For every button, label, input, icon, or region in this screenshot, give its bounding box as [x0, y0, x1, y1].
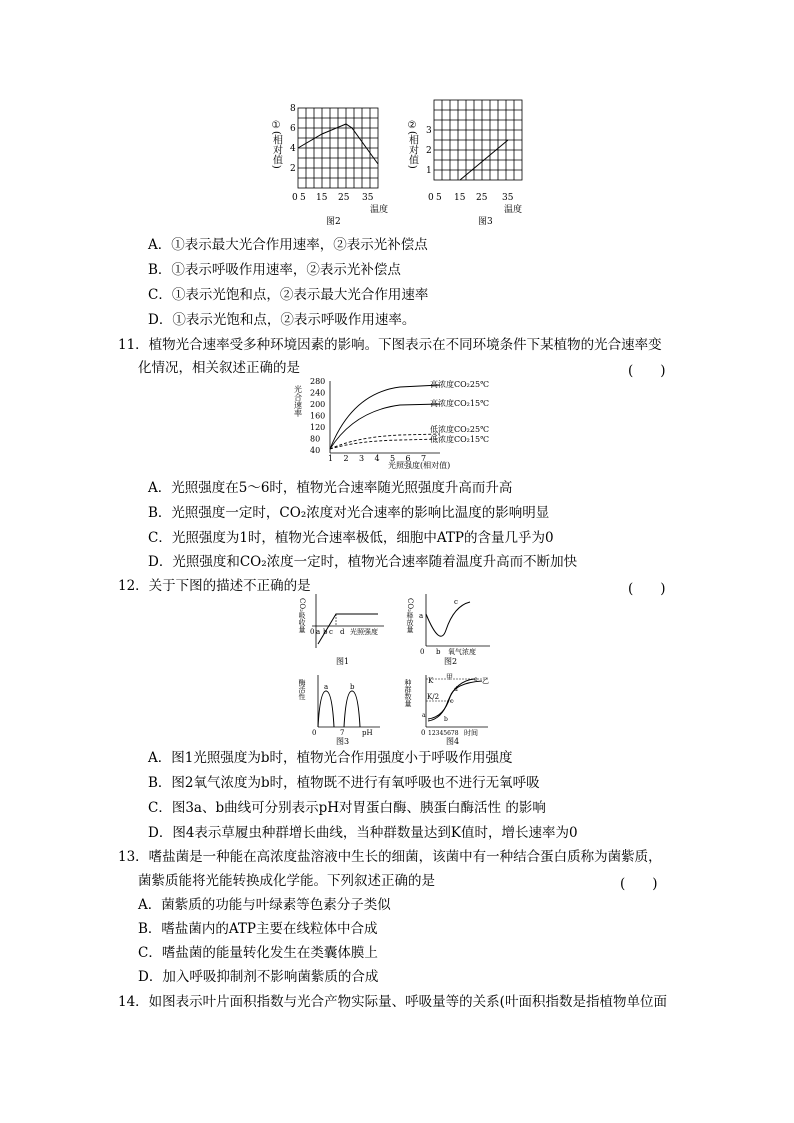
label: a	[316, 628, 321, 636]
ytick: 3	[426, 126, 432, 136]
ytick: 200	[310, 400, 326, 409]
q12-option-b: B．图2氧气浓度为b时，植物既不进行有氧呼吸也不进行无氧呼吸	[148, 775, 540, 791]
figure-2-temperature	[262, 100, 392, 230]
label: b	[444, 716, 448, 723]
xtick: 25	[476, 193, 488, 203]
caption: 图3	[478, 217, 493, 227]
xtick: 35	[362, 193, 374, 203]
caption: 图4	[446, 737, 460, 746]
series-line	[330, 434, 440, 449]
ylabel: 光合速率	[293, 385, 303, 417]
curve	[426, 602, 470, 636]
ytick: 8	[290, 104, 296, 114]
q13-option-c: C．嗜盐菌的能量转化发生在类囊体膜上	[138, 945, 378, 961]
label: d	[340, 628, 345, 636]
ytick: 40	[310, 446, 321, 455]
answer-paren: ( )	[628, 363, 666, 379]
q10-option-b: B．①表示呼吸作用速率，②表示光补偿点	[148, 262, 401, 278]
ylabel: CO₂释放量	[406, 598, 414, 633]
q11-option-d: D．光照强度和CO₂浓度一定时，植物光合速率随着温度升高而不断加快	[148, 554, 578, 570]
q12-option-c: C．图3a、b曲线可分别表示pH对胃蛋白酶、胰蛋白酶活性 的影响	[148, 800, 546, 816]
label: 乙	[482, 677, 489, 685]
label: a	[422, 712, 426, 719]
label: K	[428, 677, 434, 685]
label: 甲	[446, 673, 453, 681]
label: 0	[310, 628, 315, 636]
q12-option-d: D．图4表示草履虫种群增长曲线，当种群数量达到K值时，增长速率为0	[148, 825, 578, 841]
q12-figure-2	[404, 592, 494, 668]
label: b	[323, 628, 328, 636]
q11-option-b: B．光照强度一定时，CO₂浓度对光合速率的影响比温度的影响明显	[148, 505, 550, 521]
curve-b	[344, 691, 360, 727]
label: c	[450, 698, 454, 705]
xlabel: 温度	[370, 205, 389, 215]
label: a	[324, 683, 329, 691]
q13-option-d: D．加入呼吸抑制剂不影响菌紫质的合成	[138, 969, 379, 985]
series-label: 低浓度CO₂15℃	[430, 435, 490, 444]
label: 12345678	[428, 730, 459, 737]
label: K/2	[427, 693, 440, 701]
ytick: 280	[310, 377, 326, 386]
xtick: 5	[436, 193, 442, 203]
series-label: 高浓度CO₂15℃	[430, 399, 490, 408]
q13-stem: 13．嗜盐菌是一种能在高浓度盐溶液中生长的细菌，该菌中有一种结合蛋白质称为菌紫质，	[118, 849, 662, 865]
series-line	[330, 385, 440, 449]
xtick: 5	[300, 193, 306, 203]
ytick: 1	[426, 166, 432, 176]
q13-option-a: A．菌紫质的功能与叶绿素等色素分子类似	[138, 897, 391, 913]
series-line	[330, 404, 440, 449]
q12-figure-3	[296, 673, 386, 747]
q12-figure-4	[404, 673, 500, 747]
label: 7	[340, 729, 345, 737]
caption: 图1	[336, 657, 350, 666]
q10-option-a: A．①表示最大光合作用速率，②表示光补偿点	[148, 237, 428, 253]
ylabel: 种群数量	[404, 679, 412, 707]
xtick: 0	[428, 193, 434, 203]
label: d	[454, 686, 458, 693]
xtick: 6	[405, 454, 411, 463]
label: b	[436, 648, 441, 656]
xlabel: pH	[362, 729, 373, 737]
xlabel: 温度	[504, 205, 523, 215]
q10-option-d: D．①表示光饱和点，②表示呼吸作用速率。	[148, 312, 416, 328]
label: c	[454, 598, 458, 606]
ylabel: ①(相对值)	[270, 120, 282, 169]
answer-paren: ( )	[620, 876, 658, 892]
xlabel: 氧气浓度	[448, 648, 476, 656]
xtick: 25	[338, 193, 350, 203]
answer-paren: ( )	[628, 581, 666, 597]
xlabel: 光照强度	[350, 628, 378, 636]
series-label: 低浓度CO₂25℃	[430, 425, 490, 434]
ytick: 2	[426, 146, 432, 156]
xtick: 0	[292, 193, 298, 203]
ylabel: CO₂吸收量	[298, 598, 306, 633]
xtick: 15	[316, 193, 328, 203]
label: 0	[420, 648, 425, 656]
q11-option-a: A．光照强度在5～6时，植物光合速率随光照强度升高而升高	[148, 480, 513, 496]
q11-stem-cont: 化情况，相关叙述正确的是	[138, 360, 300, 376]
caption: 图2	[444, 657, 458, 666]
xtick: 15	[454, 193, 466, 203]
label: c	[329, 628, 333, 636]
ylabel: 酶活性	[298, 679, 306, 700]
q13-option-b: B．嗜盐菌内的ATP主要在线粒体中合成	[138, 921, 378, 937]
xtick: 5	[390, 454, 396, 463]
xtick: 2	[343, 454, 349, 463]
q12-figure-1	[296, 592, 386, 668]
xtick: 7	[421, 454, 427, 463]
q13-stem-cont: 菌紫质能将光能转换成化学能。下列叙述正确的是	[138, 873, 435, 889]
q12-option-a: A．图1光照强度为b时，植物光合作用强度小于呼吸作用强度	[148, 750, 513, 766]
xtick: 4	[374, 454, 380, 463]
caption: 图3	[336, 737, 350, 746]
ytick: 120	[310, 423, 326, 432]
series-line	[330, 439, 440, 449]
q11-stem: 11．植物光合速率受多种环境因素的影响。下图表示在不同环境条件下某植物的光合速率变	[118, 337, 662, 353]
label: b	[350, 683, 355, 691]
ytick: 80	[310, 434, 321, 444]
q10-option-c: C．①表示光饱和点，②表示最大光合作用速率	[148, 287, 429, 303]
xlabel: 时间	[464, 729, 478, 737]
figure-3-temperature	[398, 100, 528, 230]
xtick: 1	[328, 454, 334, 463]
ytick: 240	[310, 388, 326, 398]
caption: 图2	[326, 217, 341, 227]
label: 0	[421, 729, 426, 737]
ytick: 160	[310, 411, 326, 421]
q14-stem: 14．如图表示叶片面积指数与光合产物实际量、呼吸量等的关系(叶面积指数是指植物单位面	[118, 994, 667, 1010]
ytick: 6	[290, 124, 296, 134]
q12-stem: 12．关于下图的描述不正确的是	[118, 578, 311, 594]
ytick: 2	[290, 164, 296, 174]
series-label: 高浓度CO₂25℃	[430, 380, 490, 389]
q11-photosynthesis-chart	[293, 377, 506, 471]
xtick: 35	[502, 193, 514, 203]
q11-option-c: C．光照强度为1时，植物光合速率极低，细胞中ATP的含量几乎为0	[148, 530, 554, 546]
xtick: 3	[359, 454, 365, 463]
xlabel: 光照强度(相对值)	[388, 461, 451, 470]
label: a	[419, 612, 424, 620]
ytick: 4	[290, 144, 296, 154]
label: e	[474, 676, 478, 683]
curve-a	[318, 691, 334, 727]
label: 0	[312, 729, 317, 737]
ylabel: ②(相对值)	[406, 120, 418, 169]
